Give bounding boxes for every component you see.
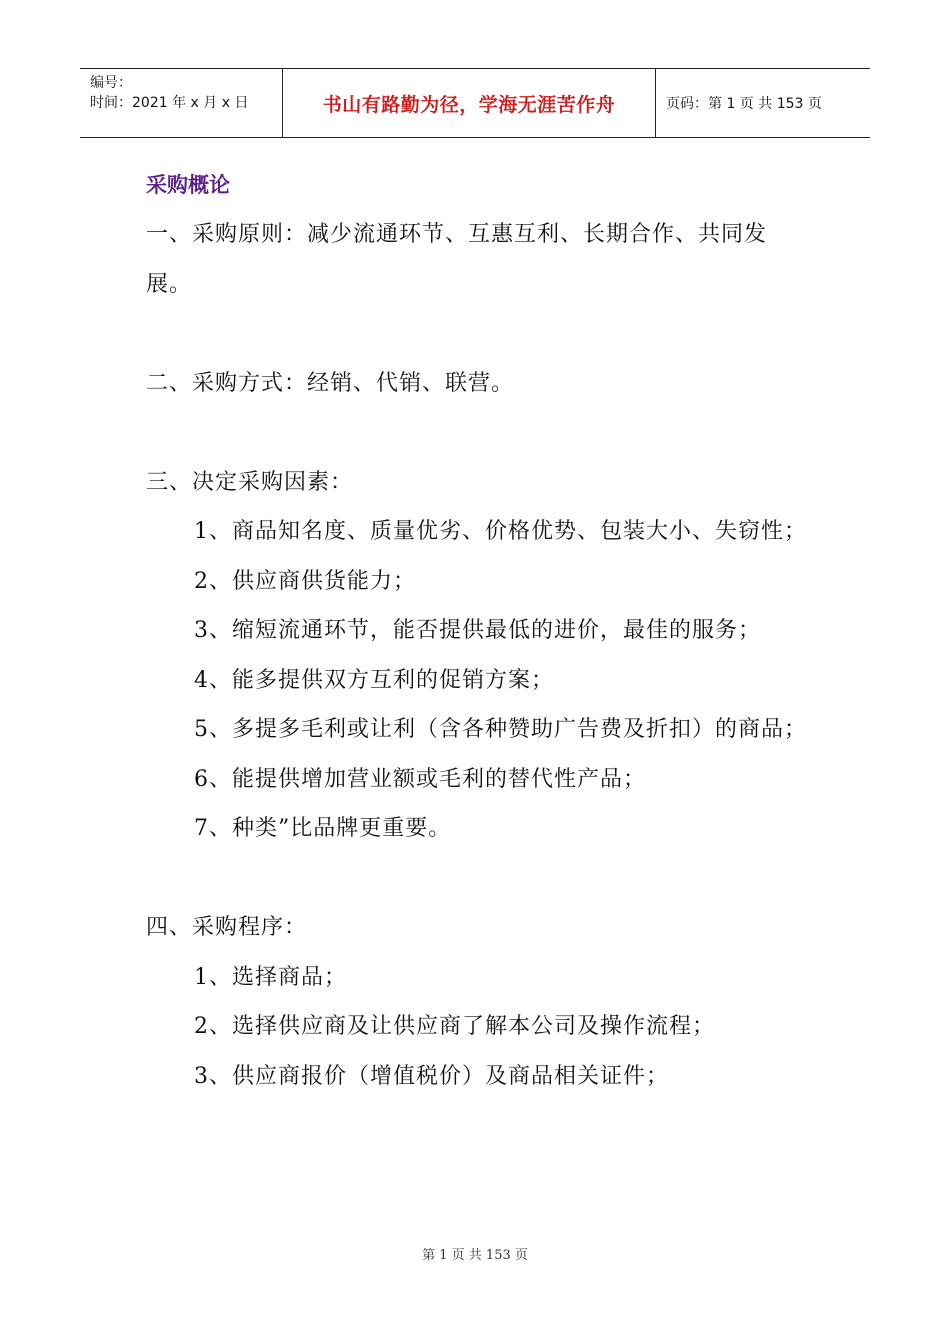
time-label: 时间：2021 年 x 月 x 日	[90, 95, 249, 111]
list-item: 3、缩短流通环节，能否提供最低的进价，最佳的服务；	[194, 618, 761, 643]
list-item: 3、供应商报价（增值税价）及商品相关证件；	[194, 1063, 669, 1089]
list-item: 2、供应商供货能力；	[194, 568, 416, 594]
header-left-cell	[80, 69, 282, 137]
blank-line	[146, 854, 810, 904]
blank-line	[146, 309, 810, 359]
header-motto: 书山有路勤为径，学海无涯苦作舟	[282, 69, 656, 137]
header-page-info: 页码：第 1 页 共 153 页	[666, 96, 822, 112]
list-item: 5、多提多毛利或让利（含各种赞助广告费及折扣）的商品；	[194, 717, 807, 742]
paragraph: 二、采购方式：经销、代销、联营。	[146, 370, 515, 396]
list-item: 2、选择供应商及让供应商了解本公司及操作流程；	[194, 1014, 715, 1039]
blank-line	[146, 408, 810, 458]
page-footer: 第 1 页 共 153 页	[422, 1248, 528, 1263]
document-header	[80, 68, 870, 138]
section-heading: 三、决定采购因素：	[146, 469, 354, 495]
list-item: 1、商品知名度、质量优劣、价格优势、包装大小、失窃性；	[194, 519, 807, 544]
document-body	[146, 160, 810, 1101]
list-item: 6、能提供增加营业额或毛利的替代性产品；	[194, 766, 646, 792]
number-label: 编号：	[90, 75, 132, 91]
list-item: 4、能多提供双方互利的促销方案；	[194, 667, 554, 693]
paragraph: 一、采购原则：减少流通环节、互惠互利、长期合作、共同发展。	[146, 222, 768, 297]
list-item: 7、种类”比品牌更重要。	[194, 816, 452, 841]
list-item: 1、选择商品；	[194, 964, 347, 990]
document-title: 采购概论	[146, 173, 230, 197]
section-heading: 四、采购程序：	[146, 915, 308, 940]
